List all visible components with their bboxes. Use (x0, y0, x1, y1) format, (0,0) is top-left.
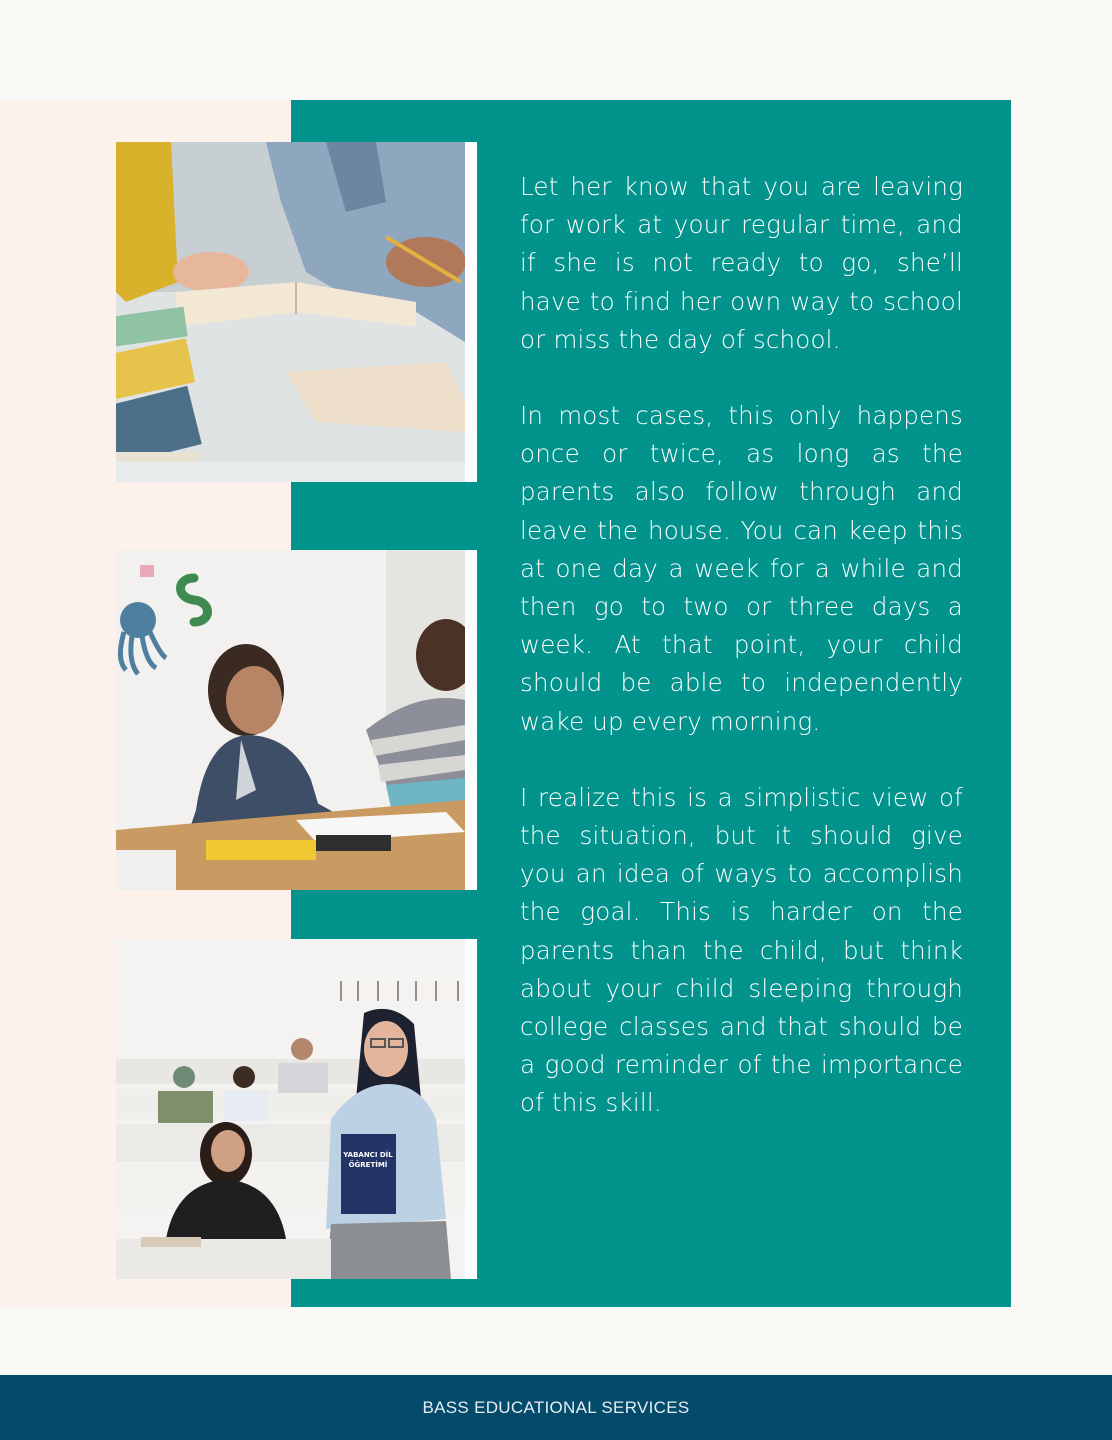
paragraph-2: In most cases, this only happens once or twice, as long as the parents also follow through and leave the house. You can keep this at one day a week for a while and then go to two or three days a week. At that point, your child should be able to independently wake up every morning. (520, 401, 963, 736)
photo-lecture-hall (116, 939, 477, 1279)
paragraph-1: Let her know that you are leaving for work at your regular time, and if she is not ready to go, she’ll have to find her own way to school or miss the day of school. (520, 172, 963, 354)
paragraph-3: I realize this is a simplistic view of the situation, but it should give you an idea of ways to accomplish the goal. This is harder on the parents than the child, but think about your child sleeping through college classes and that should be a good reminder of the importance of this skill. (520, 782, 963, 1118)
footer-text: BASS EDUCATIONAL SERVICES (422, 1397, 690, 1417)
book-cover-line2: ÖĞRETİMİ (348, 1161, 388, 1169)
photo-girl-drawing (116, 550, 477, 890)
article-body (520, 168, 963, 1161)
photo-students-studying (116, 142, 477, 482)
book-cover-line1: YABANCI DİL (343, 1151, 393, 1159)
footer-bar (0, 1375, 1112, 1440)
